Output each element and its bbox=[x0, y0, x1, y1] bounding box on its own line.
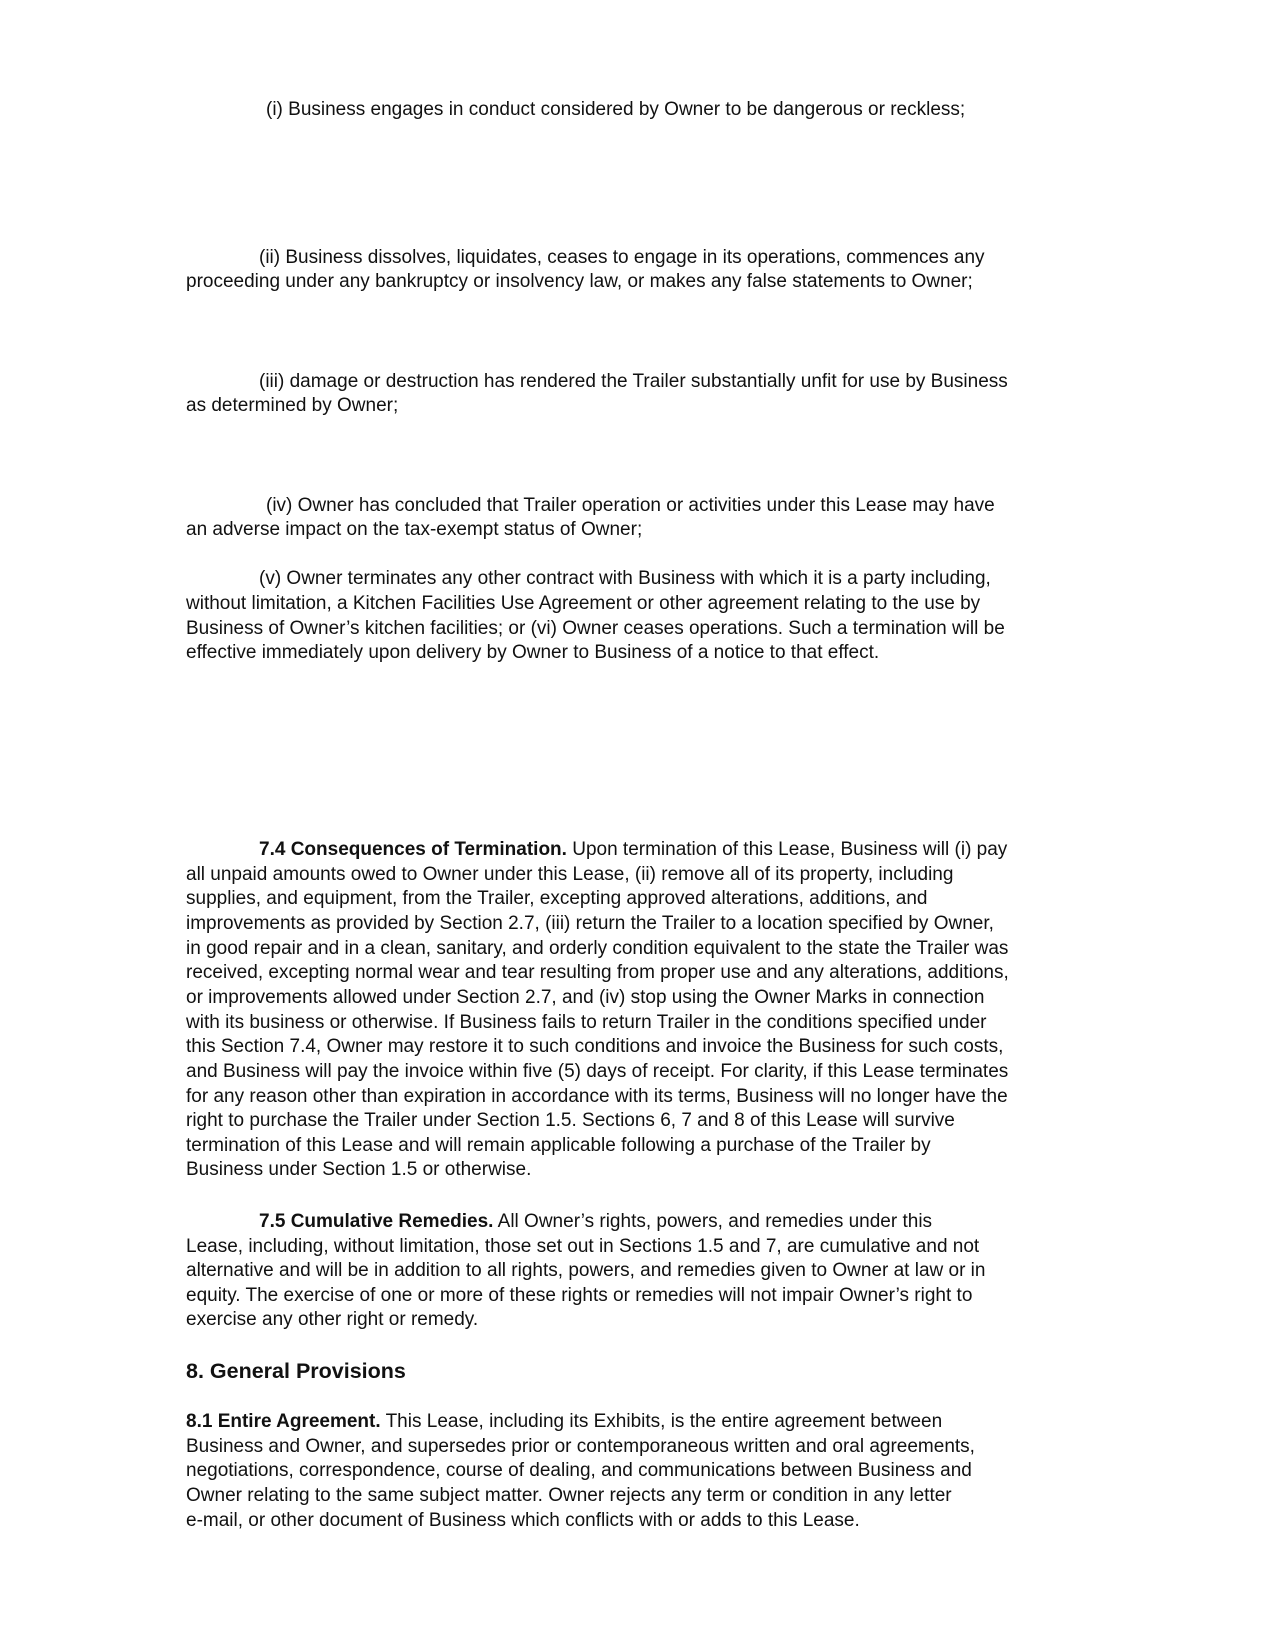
section-7-4-line: in good repair and in a clean, sanitary, and orderly condition equivalent to the state the Trailer was bbox=[186, 938, 1009, 959]
section-7-4-line: received, excepting normal wear and tear resulting from proper use and any alterations, additions, bbox=[186, 962, 1009, 983]
clause-v-line-4: effective immediately upon delivery by Owner to Business of a notice to that effect. bbox=[186, 642, 880, 663]
section-7-4-heading: 7.4 Consequences of Termination. bbox=[259, 839, 567, 860]
section-7-5-line: exercise any other right or remedy. bbox=[186, 1309, 479, 1330]
section-7-4-line: or improvements allowed under Section 2.7, and (iv) stop using the Owner Marks in connection bbox=[186, 987, 985, 1008]
section-7-4-line: Business under Section 1.5 or otherwise. bbox=[186, 1159, 532, 1180]
section-8-1-first-line bbox=[186, 1410, 942, 1435]
clause-v-line-1: (v) Owner terminates any other contract with Business with which it is a party including, bbox=[259, 568, 991, 589]
section-7-4-line: for any reason other than expiration in accordance with its terms, Business will no longer have the bbox=[186, 1086, 1008, 1107]
clause-iii-line-2: as determined by Owner; bbox=[186, 395, 399, 416]
section-7-4-line: all unpaid amounts owed to Owner under this Lease, (ii) remove all of its property, including bbox=[186, 864, 954, 885]
section-8-1-line: Owner relating to the same subject matter. Owner rejects any term or condition in any letter bbox=[186, 1485, 952, 1506]
section-7-5-heading: 7.5 Cumulative Remedies. bbox=[259, 1211, 494, 1232]
clause-iv-line-2: an adverse impact on the tax-exempt status of Owner; bbox=[186, 519, 643, 540]
clause-v-line-2: without limitation, a Kitchen Facilities Use Agreement or other agreement relating to the use by bbox=[186, 593, 981, 614]
section-8-1-first-line-text: This Lease, including its Exhibits, is the entire agreement between bbox=[380, 1411, 943, 1432]
section-7-5-line: Lease, including, without limitation, those set out in Sections 1.5 and 7, are cumulative and not bbox=[186, 1236, 980, 1257]
section-7-4-line: this Section 7.4, Owner may restore it to such conditions and invoice the Business for such costs, bbox=[186, 1036, 1004, 1057]
section-7-4-first-line-text: Upon termination of this Lease, Business will (i) pay bbox=[566, 839, 1008, 860]
clause-ii-line-1: (ii) Business dissolves, liquidates, ceases to engage in its operations, commences any bbox=[259, 247, 985, 268]
section-7-4-first-line bbox=[259, 838, 1007, 863]
clause-v-line-3: Business of Owner’s kitchen facilities; or (vi) Owner ceases operations. Such a termination will be bbox=[186, 618, 1005, 639]
section-8-title: 8. General Provisions bbox=[186, 1359, 406, 1383]
section-7-5-first-line-text: All Owner’s rights, powers, and remedies under this bbox=[493, 1211, 933, 1232]
clause-i-line-1: (i) Business engages in conduct considered by Owner to be dangerous or reckless; bbox=[266, 99, 966, 120]
section-7-5-line: equity. The exercise of one or more of these rights or remedies will not impair Owner’s right to bbox=[186, 1285, 973, 1306]
section-8-1-line: Business and Owner, and supersedes prior or contemporaneous written and oral agreements, bbox=[186, 1436, 975, 1457]
section-7-4-line: improvements as provided by Section 2.7, (iii) return the Trailer to a location specified by Owner, bbox=[186, 913, 994, 934]
section-7-4-line: with its business or otherwise. If Business fails to return Trailer in the conditions specified under bbox=[186, 1012, 987, 1033]
section-8-1-line: e-mail, or other document of Business which conflicts with or adds to this Lease. bbox=[186, 1510, 860, 1531]
section-7-4-line: and Business will pay the invoice within five (5) days of receipt. For clarity, if this Lease terminates bbox=[186, 1061, 1009, 1082]
section-7-4-line: termination of this Lease and will remain applicable following a purchase of the Trailer by bbox=[186, 1135, 931, 1156]
section-7-4-line: right to purchase the Trailer under Section 1.5. Sections 6, 7 and 8 of this Lease will survive bbox=[186, 1110, 955, 1131]
section-7-5-line: alternative and will be in addition to all rights, powers, and remedies given to Owner at law or in bbox=[186, 1260, 986, 1281]
section-7-4-line: supplies, and equipment, from the Trailer, excepting approved alterations, additions, and bbox=[186, 888, 928, 909]
section-7-5-first-line bbox=[259, 1210, 932, 1235]
clause-iii-line-1: (iii) damage or destruction has rendered the Trailer substantially unfit for use by Business bbox=[259, 371, 1008, 392]
section-8-1-heading: 8.1 Entire Agreement. bbox=[186, 1411, 381, 1432]
clause-iv-line-1: (iv) Owner has concluded that Trailer operation or activities under this Lease may have bbox=[266, 495, 995, 516]
clause-ii-line-2: proceeding under any bankruptcy or insolvency law, or makes any false statements to Owner; bbox=[186, 271, 973, 292]
section-8-1-line: negotiations, correspondence, course of dealing, and communications between Business and bbox=[186, 1460, 972, 1481]
